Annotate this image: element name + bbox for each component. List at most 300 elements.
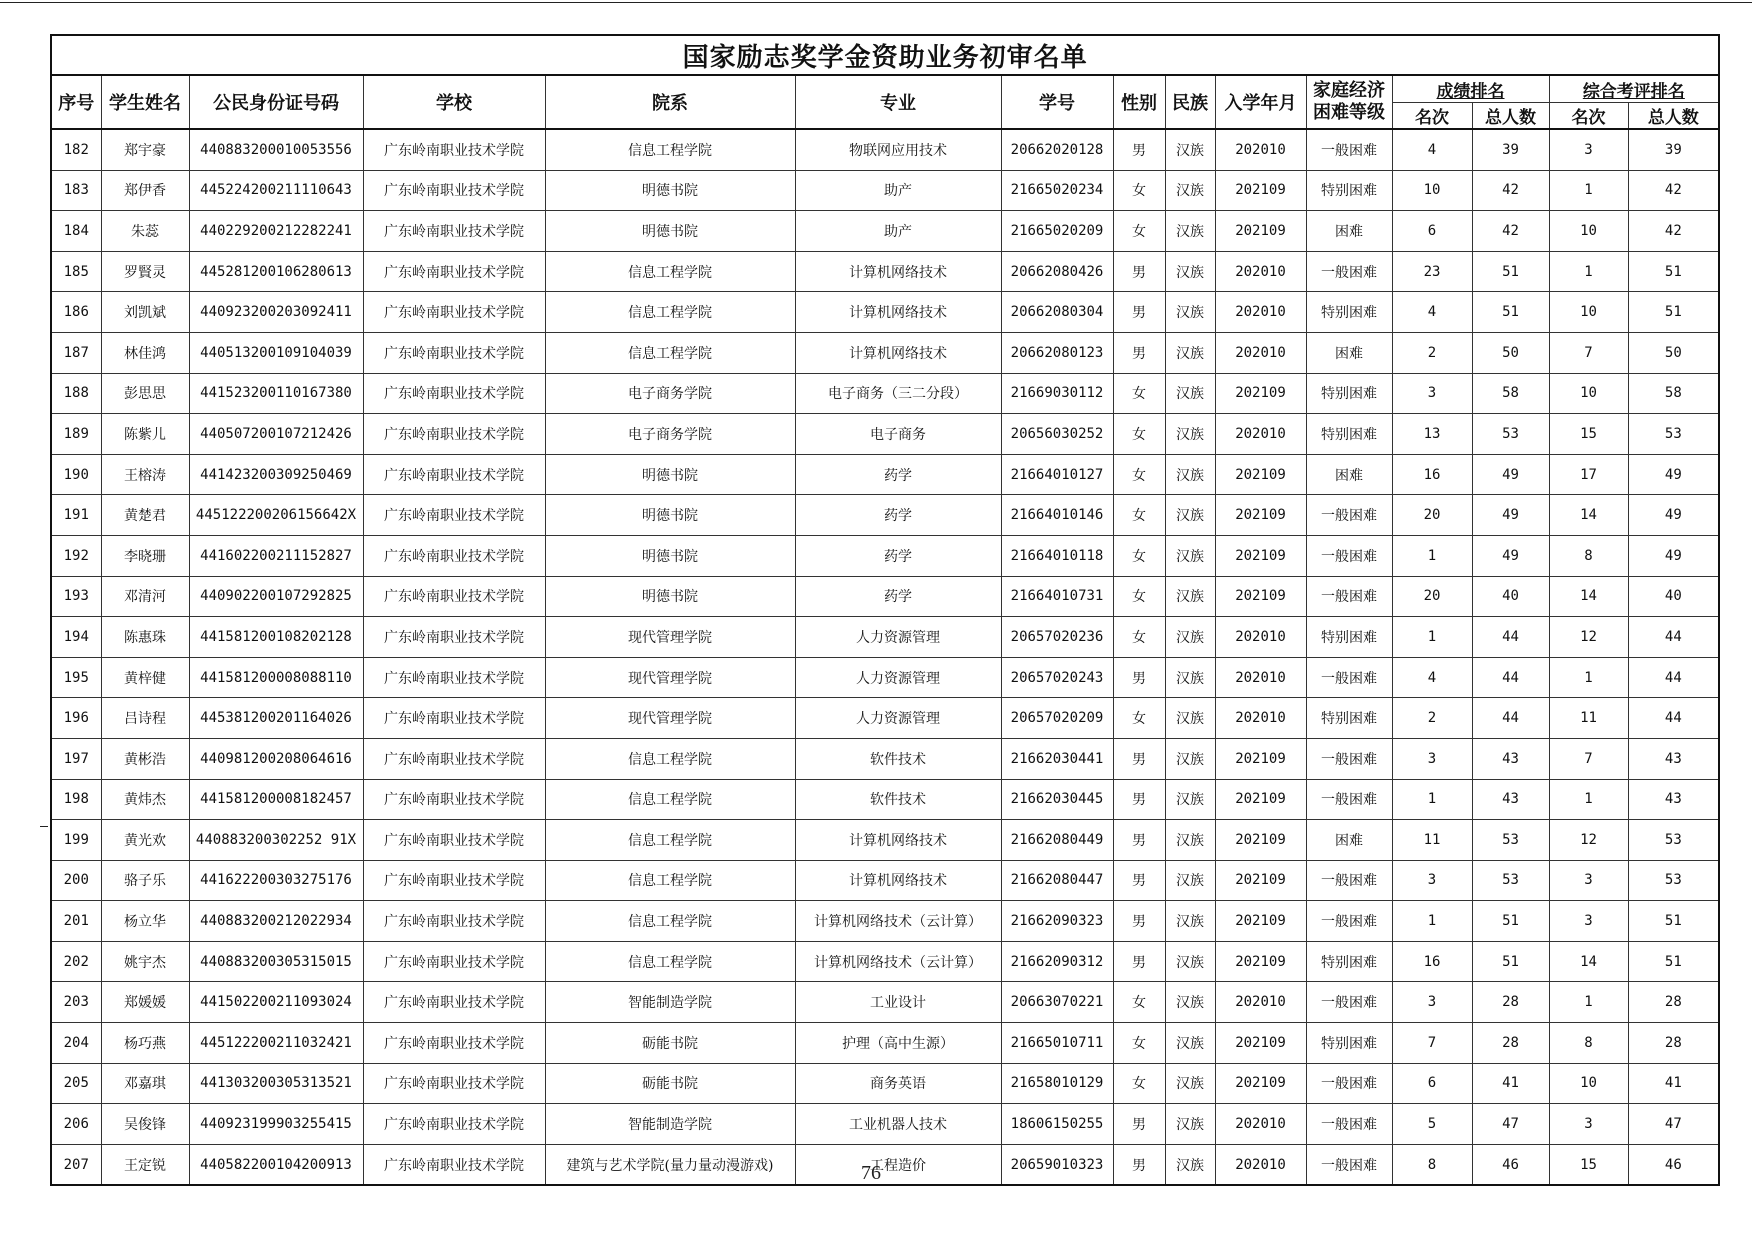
cell-grade-rank: 23 <box>1392 251 1472 292</box>
cell-grade-total: 51 <box>1472 901 1549 942</box>
cell-seq: 205 <box>51 1063 101 1104</box>
cell-school: 广东岭南职业技术学院 <box>363 576 545 617</box>
cell-overall-total: 41 <box>1628 1063 1719 1104</box>
cell-ethnicity: 汉族 <box>1165 698 1215 739</box>
cell-ethnicity: 汉族 <box>1165 251 1215 292</box>
cell-gender: 男 <box>1113 129 1165 170</box>
cell-grade-rank: 4 <box>1392 657 1472 698</box>
cell-overall-rank: 3 <box>1549 860 1628 901</box>
header-school: 学校 <box>363 75 545 129</box>
cell-major: 药学 <box>795 535 1001 576</box>
cell-overall-rank: 1 <box>1549 982 1628 1023</box>
cell-school: 广东岭南职业技术学院 <box>363 779 545 820</box>
cell-overall-total: 58 <box>1628 373 1719 414</box>
header-enroll: 入学年月 <box>1215 75 1306 129</box>
cell-id-number: 441602200211152827 <box>189 535 363 576</box>
cell-gender: 男 <box>1113 657 1165 698</box>
cell-grade-total: 53 <box>1472 860 1549 901</box>
cell-name: 黄楚君 <box>101 495 189 536</box>
cell-gender: 男 <box>1113 1144 1165 1185</box>
cell-seq: 207 <box>51 1144 101 1185</box>
table-row <box>51 535 1719 576</box>
header-hardship-line2: 困难等级 <box>1313 102 1385 123</box>
header-department: 院系 <box>545 75 795 129</box>
cell-overall-total: 53 <box>1628 860 1719 901</box>
cell-major: 护理（高中生源） <box>795 1023 1001 1064</box>
cell-enroll: 202109 <box>1215 820 1306 861</box>
table-row <box>51 698 1719 739</box>
cell-department: 现代管理学院 <box>545 657 795 698</box>
cell-id-number: 440883200010053556 <box>189 129 363 170</box>
cell-student-no: 21662080447 <box>1001 860 1113 901</box>
cell-name: 姚宇杰 <box>101 941 189 982</box>
table-row <box>51 860 1719 901</box>
cell-enroll: 202010 <box>1215 292 1306 333</box>
cell-student-no: 21662090323 <box>1001 901 1113 942</box>
cell-student-no: 21665020209 <box>1001 211 1113 252</box>
cell-department: 信息工程学院 <box>545 332 795 373</box>
table-row <box>51 251 1719 292</box>
cell-overall-total: 42 <box>1628 211 1719 252</box>
cell-overall-total: 40 <box>1628 576 1719 617</box>
header-grade-rank-total: 总人数 <box>1472 103 1549 130</box>
cell-grade-rank: 20 <box>1392 576 1472 617</box>
cell-major: 计算机网络技术 <box>795 292 1001 333</box>
page-top-rule <box>0 2 1752 3</box>
cell-name: 黄炜杰 <box>101 779 189 820</box>
cell-name: 王定锐 <box>101 1144 189 1185</box>
cell-name: 吕诗程 <box>101 698 189 739</box>
cell-overall-total: 51 <box>1628 901 1719 942</box>
cell-id-number: 440923199903255415 <box>189 1104 363 1145</box>
cell-overall-total: 39 <box>1628 129 1719 170</box>
table-row <box>51 941 1719 982</box>
cell-overall-total: 51 <box>1628 251 1719 292</box>
cell-enroll: 202109 <box>1215 779 1306 820</box>
cell-overall-rank: 10 <box>1549 373 1628 414</box>
cell-grade-total: 28 <box>1472 1023 1549 1064</box>
cell-school: 广东岭南职业技术学院 <box>363 860 545 901</box>
cell-name: 罗賢灵 <box>101 251 189 292</box>
cell-overall-rank: 10 <box>1549 1063 1628 1104</box>
cell-grade-rank: 3 <box>1392 373 1472 414</box>
cell-id-number: 441581200008182457 <box>189 779 363 820</box>
cell-school: 广东岭南职业技术学院 <box>363 901 545 942</box>
cell-name: 陈惠珠 <box>101 617 189 658</box>
cell-overall-total: 44 <box>1628 698 1719 739</box>
cell-overall-total: 49 <box>1628 535 1719 576</box>
cell-major: 计算机网络技术（云计算） <box>795 901 1001 942</box>
cell-gender: 女 <box>1113 698 1165 739</box>
cell-overall-rank: 17 <box>1549 454 1628 495</box>
cell-major: 助产 <box>795 170 1001 211</box>
cell-hardship: 一般困难 <box>1306 129 1392 170</box>
cell-grade-total: 46 <box>1472 1144 1549 1185</box>
cell-overall-rank: 10 <box>1549 292 1628 333</box>
cell-school: 广东岭南职业技术学院 <box>363 820 545 861</box>
cell-hardship: 困难 <box>1306 211 1392 252</box>
cell-student-no: 21662030445 <box>1001 779 1113 820</box>
cell-school: 广东岭南职业技术学院 <box>363 617 545 658</box>
cell-major: 计算机网络技术（云计算） <box>795 941 1001 982</box>
cell-seq: 193 <box>51 576 101 617</box>
cell-student-no: 21664010146 <box>1001 495 1113 536</box>
cell-hardship: 一般困难 <box>1306 576 1392 617</box>
cell-seq: 202 <box>51 941 101 982</box>
cell-overall-total: 42 <box>1628 170 1719 211</box>
cell-overall-total: 53 <box>1628 414 1719 455</box>
cell-grade-rank: 6 <box>1392 1063 1472 1104</box>
table-row <box>51 373 1719 414</box>
cell-school: 广东岭南职业技术学院 <box>363 251 545 292</box>
cell-ethnicity: 汉族 <box>1165 657 1215 698</box>
cell-grade-total: 47 <box>1472 1104 1549 1145</box>
cell-enroll: 202109 <box>1215 941 1306 982</box>
cell-enroll: 202109 <box>1215 1023 1306 1064</box>
cell-id-number: 445122200206156642X <box>189 495 363 536</box>
cell-grade-total: 39 <box>1472 129 1549 170</box>
cell-ethnicity: 汉族 <box>1165 1023 1215 1064</box>
cell-hardship: 困难 <box>1306 820 1392 861</box>
cell-hardship: 一般困难 <box>1306 657 1392 698</box>
cell-hardship: 一般困难 <box>1306 535 1392 576</box>
cell-overall-total: 44 <box>1628 617 1719 658</box>
cell-overall-rank: 15 <box>1549 1144 1628 1185</box>
cell-hardship: 一般困难 <box>1306 1063 1392 1104</box>
cell-gender: 男 <box>1113 820 1165 861</box>
cell-overall-rank: 7 <box>1549 332 1628 373</box>
cell-major: 工业设计 <box>795 982 1001 1023</box>
cell-overall-rank: 1 <box>1549 251 1628 292</box>
cell-gender: 女 <box>1113 495 1165 536</box>
cell-hardship: 特别困难 <box>1306 698 1392 739</box>
cell-id-number: 441423200309250469 <box>189 454 363 495</box>
cell-school: 广东岭南职业技术学院 <box>363 129 545 170</box>
cell-student-no: 21664010731 <box>1001 576 1113 617</box>
cell-student-no: 20657020236 <box>1001 617 1113 658</box>
cell-school: 广东岭南职业技术学院 <box>363 211 545 252</box>
cell-school: 广东岭南职业技术学院 <box>363 170 545 211</box>
cell-grade-rank: 5 <box>1392 1104 1472 1145</box>
cell-department: 现代管理学院 <box>545 617 795 658</box>
cell-major: 药学 <box>795 576 1001 617</box>
cell-grade-rank: 4 <box>1392 129 1472 170</box>
cell-seq: 183 <box>51 170 101 211</box>
cell-name: 骆子乐 <box>101 860 189 901</box>
cell-overall-rank: 14 <box>1549 576 1628 617</box>
cell-enroll: 202010 <box>1215 982 1306 1023</box>
table-row <box>51 617 1719 658</box>
cell-grade-rank: 1 <box>1392 535 1472 576</box>
table-row <box>51 454 1719 495</box>
cell-school: 广东岭南职业技术学院 <box>363 495 545 536</box>
header-student-no: 学号 <box>1001 75 1113 129</box>
cell-enroll: 202109 <box>1215 576 1306 617</box>
cell-school: 广东岭南职业技术学院 <box>363 373 545 414</box>
cell-grade-total: 51 <box>1472 251 1549 292</box>
cell-gender: 女 <box>1113 1063 1165 1104</box>
cell-name: 朱蕊 <box>101 211 189 252</box>
cell-seq: 187 <box>51 332 101 373</box>
cell-seq: 186 <box>51 292 101 333</box>
cell-hardship: 一般困难 <box>1306 860 1392 901</box>
header-id-number: 公民身份证号码 <box>189 75 363 129</box>
cell-school: 广东岭南职业技术学院 <box>363 535 545 576</box>
cell-school: 广东岭南职业技术学院 <box>363 657 545 698</box>
table-row <box>51 576 1719 617</box>
cell-overall-total: 51 <box>1628 941 1719 982</box>
cell-id-number: 445381200201164026 <box>189 698 363 739</box>
cell-department: 信息工程学院 <box>545 941 795 982</box>
cell-ethnicity: 汉族 <box>1165 454 1215 495</box>
cell-overall-total: 50 <box>1628 332 1719 373</box>
cell-student-no: 20657020243 <box>1001 657 1113 698</box>
cell-hardship: 一般困难 <box>1306 495 1392 536</box>
cell-major: 药学 <box>795 454 1001 495</box>
cell-name: 杨巧燕 <box>101 1023 189 1064</box>
cell-department: 信息工程学院 <box>545 738 795 779</box>
table-row <box>51 1144 1719 1185</box>
cell-overall-rank: 8 <box>1549 535 1628 576</box>
cell-id-number: 440902200107292825 <box>189 576 363 617</box>
cell-hardship: 特别困难 <box>1306 1023 1392 1064</box>
cell-grade-rank: 2 <box>1392 698 1472 739</box>
cell-ethnicity: 汉族 <box>1165 738 1215 779</box>
cell-student-no: 21665020234 <box>1001 170 1113 211</box>
table-row <box>51 1104 1719 1145</box>
cell-school: 广东岭南职业技术学院 <box>363 1063 545 1104</box>
cell-overall-rank: 15 <box>1549 414 1628 455</box>
cell-major: 物联网应用技术 <box>795 129 1001 170</box>
cell-ethnicity: 汉族 <box>1165 617 1215 658</box>
cell-enroll: 202010 <box>1215 617 1306 658</box>
cell-ethnicity: 汉族 <box>1165 1144 1215 1185</box>
page-title: 国家励志奖学金资助业务初审名单 <box>51 35 1719 75</box>
cell-gender: 男 <box>1113 860 1165 901</box>
cell-major: 软件技术 <box>795 779 1001 820</box>
cell-student-no: 20662080304 <box>1001 292 1113 333</box>
cell-school: 广东岭南职业技术学院 <box>363 982 545 1023</box>
cell-overall-rank: 3 <box>1549 901 1628 942</box>
cell-name: 彭思思 <box>101 373 189 414</box>
cell-id-number: 441303200305313521 <box>189 1063 363 1104</box>
cell-hardship: 特别困难 <box>1306 373 1392 414</box>
cell-department: 信息工程学院 <box>545 292 795 333</box>
cell-id-number: 440981200208064616 <box>189 738 363 779</box>
cell-department: 智能制造学院 <box>545 1104 795 1145</box>
cell-id-number: 440229200212282241 <box>189 211 363 252</box>
cell-hardship: 一般困难 <box>1306 982 1392 1023</box>
cell-student-no: 20656030252 <box>1001 414 1113 455</box>
cell-id-number: 440513200109104039 <box>189 332 363 373</box>
cell-overall-total: 53 <box>1628 820 1719 861</box>
cell-id-number: 445224200211110643 <box>189 170 363 211</box>
cell-overall-total: 47 <box>1628 1104 1719 1145</box>
cell-major: 电子商务 <box>795 414 1001 455</box>
cell-seq: 206 <box>51 1104 101 1145</box>
cell-grade-rank: 6 <box>1392 211 1472 252</box>
cell-hardship: 一般困难 <box>1306 901 1392 942</box>
cell-student-no: 20662080123 <box>1001 332 1113 373</box>
cell-overall-rank: 12 <box>1549 820 1628 861</box>
cell-student-no: 20663070221 <box>1001 982 1113 1023</box>
cell-student-no: 20662080426 <box>1001 251 1113 292</box>
cell-enroll: 202010 <box>1215 1104 1306 1145</box>
cell-id-number: 441502200211093024 <box>189 982 363 1023</box>
cell-ethnicity: 汉族 <box>1165 211 1215 252</box>
header-hardship <box>1306 75 1392 129</box>
cell-name: 黄梓健 <box>101 657 189 698</box>
cell-grade-total: 28 <box>1472 982 1549 1023</box>
cell-grade-rank: 3 <box>1392 738 1472 779</box>
cell-ethnicity: 汉族 <box>1165 576 1215 617</box>
cell-gender: 女 <box>1113 982 1165 1023</box>
cell-overall-total: 43 <box>1628 738 1719 779</box>
cell-grade-rank: 1 <box>1392 617 1472 658</box>
cell-ethnicity: 汉族 <box>1165 820 1215 861</box>
cell-department: 信息工程学院 <box>545 251 795 292</box>
table-row <box>51 495 1719 536</box>
cell-school: 广东岭南职业技术学院 <box>363 1144 545 1185</box>
cell-department: 电子商务学院 <box>545 373 795 414</box>
cell-enroll: 202109 <box>1215 211 1306 252</box>
cell-major: 电子商务（三二分段） <box>795 373 1001 414</box>
cell-enroll: 202010 <box>1215 129 1306 170</box>
cell-ethnicity: 汉族 <box>1165 901 1215 942</box>
cell-name: 刘凯斌 <box>101 292 189 333</box>
cell-grade-rank: 16 <box>1392 941 1472 982</box>
cell-enroll: 202010 <box>1215 657 1306 698</box>
cell-name: 郑媛媛 <box>101 982 189 1023</box>
cell-enroll: 202010 <box>1215 414 1306 455</box>
cell-student-no: 20662020128 <box>1001 129 1113 170</box>
cell-department: 电子商务学院 <box>545 414 795 455</box>
cell-grade-rank: 3 <box>1392 982 1472 1023</box>
cell-major: 软件技术 <box>795 738 1001 779</box>
cell-department: 明德书院 <box>545 454 795 495</box>
roster-body <box>51 129 1719 1185</box>
cell-gender: 男 <box>1113 251 1165 292</box>
cell-gender: 女 <box>1113 414 1165 455</box>
margin-mark <box>40 826 48 827</box>
cell-grade-rank: 8 <box>1392 1144 1472 1185</box>
header-hardship-line1: 家庭经济 <box>1313 79 1385 101</box>
cell-ethnicity: 汉族 <box>1165 860 1215 901</box>
cell-id-number: 440507200107212426 <box>189 414 363 455</box>
cell-student-no: 20659010323 <box>1001 1144 1113 1185</box>
cell-ethnicity: 汉族 <box>1165 129 1215 170</box>
cell-overall-rank: 14 <box>1549 941 1628 982</box>
cell-grade-rank: 10 <box>1392 170 1472 211</box>
cell-overall-rank: 8 <box>1549 1023 1628 1064</box>
cell-overall-rank: 3 <box>1549 129 1628 170</box>
cell-seq: 192 <box>51 535 101 576</box>
cell-department: 砺能书院 <box>545 1023 795 1064</box>
cell-hardship: 困难 <box>1306 454 1392 495</box>
cell-enroll: 202109 <box>1215 860 1306 901</box>
cell-major: 商务英语 <box>795 1063 1001 1104</box>
cell-overall-rank: 3 <box>1549 1104 1628 1145</box>
table-row <box>51 982 1719 1023</box>
cell-ethnicity: 汉族 <box>1165 332 1215 373</box>
cell-name: 黄彬浩 <box>101 738 189 779</box>
cell-grade-total: 40 <box>1472 576 1549 617</box>
cell-hardship: 一般困难 <box>1306 1104 1392 1145</box>
cell-grade-rank: 13 <box>1392 414 1472 455</box>
cell-department: 信息工程学院 <box>545 779 795 820</box>
cell-gender: 男 <box>1113 901 1165 942</box>
cell-gender: 男 <box>1113 738 1165 779</box>
cell-major: 计算机网络技术 <box>795 251 1001 292</box>
cell-gender: 女 <box>1113 1023 1165 1064</box>
cell-name: 邓嘉琪 <box>101 1063 189 1104</box>
cell-gender: 女 <box>1113 211 1165 252</box>
cell-grade-total: 49 <box>1472 535 1549 576</box>
cell-gender: 女 <box>1113 170 1165 211</box>
cell-grade-total: 44 <box>1472 657 1549 698</box>
cell-department: 信息工程学院 <box>545 129 795 170</box>
cell-name: 林佳鸿 <box>101 332 189 373</box>
cell-name: 杨立华 <box>101 901 189 942</box>
cell-ethnicity: 汉族 <box>1165 1104 1215 1145</box>
cell-grade-rank: 11 <box>1392 820 1472 861</box>
cell-major: 工业机器人技术 <box>795 1104 1001 1145</box>
cell-school: 广东岭南职业技术学院 <box>363 332 545 373</box>
cell-student-no: 21662030441 <box>1001 738 1113 779</box>
header-ethnicity: 民族 <box>1165 75 1215 129</box>
cell-ethnicity: 汉族 <box>1165 292 1215 333</box>
cell-department: 智能制造学院 <box>545 982 795 1023</box>
cell-school: 广东岭南职业技术学院 <box>363 941 545 982</box>
cell-seq: 188 <box>51 373 101 414</box>
table-row <box>51 170 1719 211</box>
cell-gender: 女 <box>1113 373 1165 414</box>
cell-name: 郑伊香 <box>101 170 189 211</box>
table-row <box>51 211 1719 252</box>
table-row <box>51 1063 1719 1104</box>
cell-name: 李晓珊 <box>101 535 189 576</box>
cell-grade-total: 58 <box>1472 373 1549 414</box>
cell-id-number: 440883200212022934 <box>189 901 363 942</box>
header-overall-rank-total: 总人数 <box>1628 103 1719 130</box>
cell-overall-total: 28 <box>1628 1023 1719 1064</box>
cell-hardship: 一般困难 <box>1306 779 1392 820</box>
cell-department: 明德书院 <box>545 535 795 576</box>
cell-gender: 男 <box>1113 941 1165 982</box>
cell-grade-total: 43 <box>1472 779 1549 820</box>
table-row <box>51 292 1719 333</box>
cell-student-no: 18606150255 <box>1001 1104 1113 1145</box>
cell-grade-total: 49 <box>1472 495 1549 536</box>
cell-student-no: 21664010127 <box>1001 454 1113 495</box>
cell-grade-total: 43 <box>1472 738 1549 779</box>
cell-hardship: 特别困难 <box>1306 941 1392 982</box>
cell-hardship: 一般困难 <box>1306 251 1392 292</box>
cell-overall-rank: 1 <box>1549 170 1628 211</box>
cell-grade-total: 41 <box>1472 1063 1549 1104</box>
cell-department: 明德书院 <box>545 170 795 211</box>
cell-hardship: 困难 <box>1306 332 1392 373</box>
cell-enroll: 202109 <box>1215 495 1306 536</box>
cell-enroll: 202109 <box>1215 535 1306 576</box>
header-seq: 序号 <box>51 75 101 129</box>
cell-department: 明德书院 <box>545 495 795 536</box>
cell-gender: 女 <box>1113 454 1165 495</box>
cell-id-number: 441581200108202128 <box>189 617 363 658</box>
table-row <box>51 414 1719 455</box>
cell-grade-rank: 3 <box>1392 860 1472 901</box>
cell-school: 广东岭南职业技术学院 <box>363 738 545 779</box>
